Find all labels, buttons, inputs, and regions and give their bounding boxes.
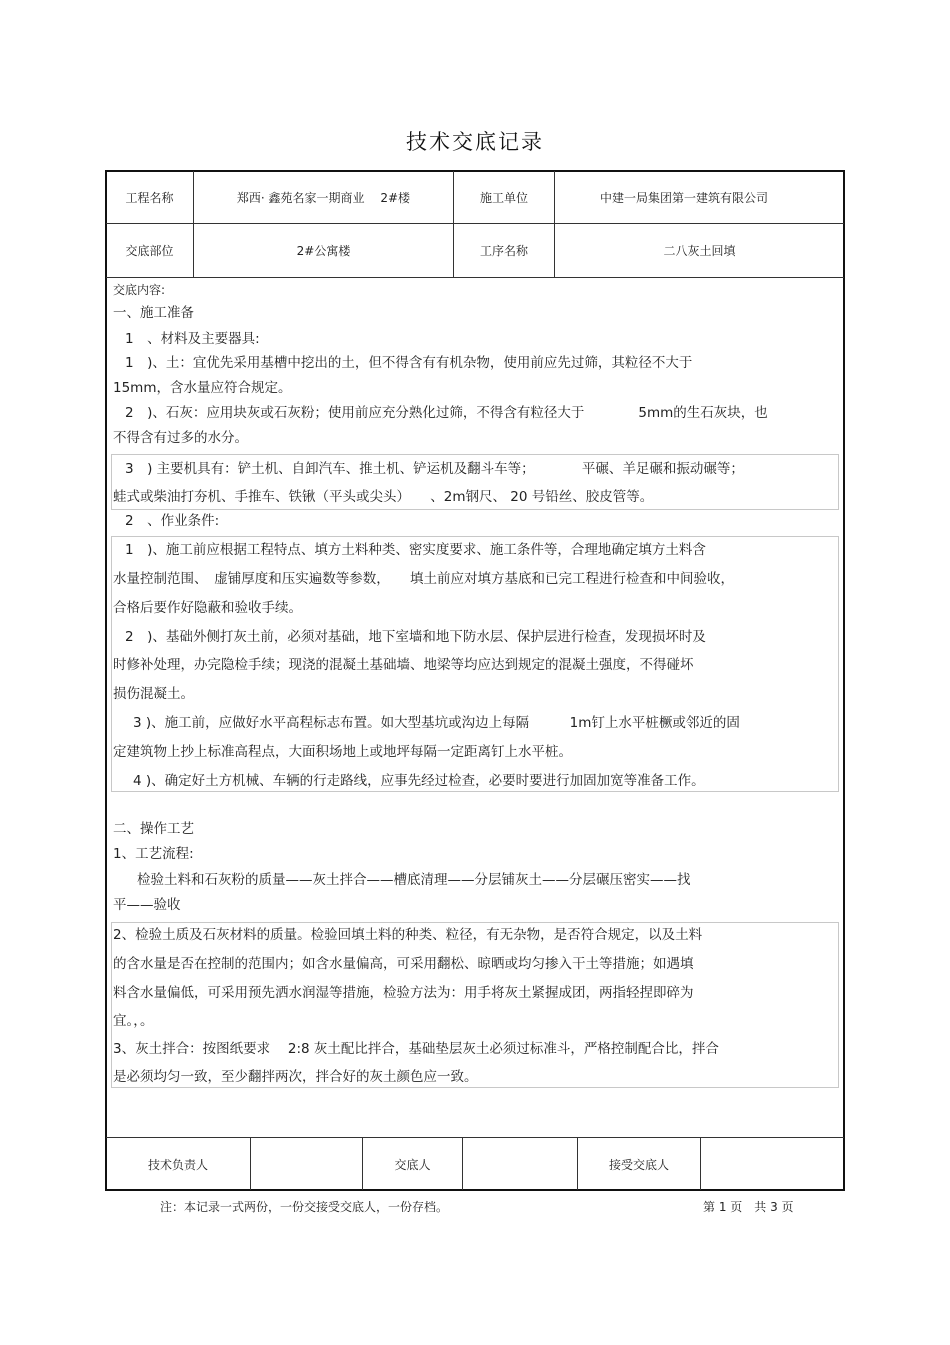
receiver-label: 接受交底人 [608,1157,669,1172]
tech-lead-label: 技术负责人 [147,1157,208,1172]
content-line: 4 )、确定好土方机械、车辆的行走路线，应事先经过检查，必要时要进行加固加宽等准备工作。 [133,773,705,789]
content-line: 3 )、施工前，应做好水平高程标志布置。如大型基坑或沟边上每隔 1m钉上水平桩橛或邻近的固 [133,715,740,731]
process-name-value: 二八灰土回填 [663,244,736,258]
section-heading: 一、施工准备 [113,305,194,321]
project-name-label: 工程名称 [125,190,174,205]
discloser-label: 交底人 [394,1157,431,1172]
content-line: 合格后要作好隐蔽和验收手续。 [113,600,302,616]
content-line: 时修补处理，办完隐检手续；现浇的混凝土基础墙、地梁等均应达到规定的混凝土强度，不得碰坏 [113,657,694,673]
construction-unit-label: 施工单位 [479,190,528,205]
content-box-inspection [111,922,839,1088]
content-line: 检验土料和石灰粉的质量——灰土拌合——槽底清理——分层铺灰土——分层碾压密实——找 [137,872,691,888]
project-name-value: 郑西· 鑫苑名家一期商业 2#楼 [236,190,411,205]
construction-unit-value: 中建一局集团第一建筑有限公司 [600,190,769,205]
content-line: 宜。，。 [113,1013,154,1029]
page-number: 第 1 页 共 3 页 [703,1200,794,1214]
content-line: 是必须均匀一致，至少翻拌两次，拌合好的灰土颜色应一致。 [113,1069,478,1085]
content-line: 2 )、基础外侧打灰土前，必须对基础，地下室墙和地下防水层、保护层进行检查，发现损坏时及 [125,629,706,645]
content-line: 1 )、土：宜优先采用基槽中挖出的土，但不得含有有机杂物，使用前应先过筛，其粒径不大于 [125,355,693,371]
content-line: 水量控制范围、 虚铺厚度和压实遍数等参数， 填土前应对填方基底和已完工程进行检查和中间验收， [113,571,734,587]
receiver-signature-field[interactable] [701,1138,844,1190]
content-line: 15mm，含水量应符合规定。 [113,380,292,396]
header-bottom-border [106,277,844,278]
tech-lead-signature-field[interactable] [251,1138,362,1190]
content-line: 2 、作业条件: [125,513,220,529]
disclosure-part-value: 2#公寓楼 [296,244,351,258]
content-line: 不得含有过多的水分。 [113,430,248,446]
content-line: 的含水量是否在控制的范围内；如含水量偏高，可采用翻松、晾晒或均匀掺入干土等措施；如遇填 [113,956,694,972]
content-line: 损伤混凝土。 [113,686,194,702]
discloser-signature-field[interactable] [463,1138,577,1190]
content-line: 定建筑物上抄上标准高程点，大面积场地上或地坪每隔一定距离钉上水平桩。 [113,744,572,760]
disclosure-part-label: 交底部位 [125,244,174,258]
section-heading: 二、操作工艺 [113,821,194,837]
content-line: 1 、材料及主要器具: [125,331,260,347]
content-heading: 交底内容: [113,283,166,297]
content-line: 3、灰土拌合：按图纸要求 2:8 灰土配比拌合，基础垫层灰土必须过标准斗，严格控制配合比，拌合 [113,1041,719,1057]
content-line: 蛙式或柴油打夯机、手推车、铁锹（平头或尖头） 、2m钢尺、 20 号铅丝、胶皮管等。 [113,489,654,505]
content-line: 2 )、石灰：应用块灰或石灰粉；使用前应充分熟化过筛，不得含有粒径大于 5mm的生石灰块，也 [125,405,768,421]
process-name-label: 工序名称 [479,244,528,258]
content-line: 2、检验土质及石灰材料的质量。检验回填土料的种类、粒径，有无杂物，是否符合规定，以及土料 [113,927,703,943]
page-title: 技术交底记录 [406,130,544,154]
footer-note: 注：本记录一式两份，一份交接受交底人，一份存档。 [160,1200,449,1214]
content-line: 平——验收 [113,897,181,913]
content-line: 3 ) 主要机具有：铲土机、自卸汽车、推土机、铲运机及翻斗车等； 平碾、羊足碾和振动碾等； [125,461,744,477]
content-line: 1 )、施工前应根据工程特点、填方土料种类、密实度要求、施工条件等，合理地确定填方土料含 [125,542,706,558]
content-line: 1、工艺流程: [113,846,194,862]
content-line: 料含水量偏低，可采用预先洒水润湿等措施，检验方法为：用手将灰土紧握成团，两指轻捏即碎为 [113,985,694,1001]
